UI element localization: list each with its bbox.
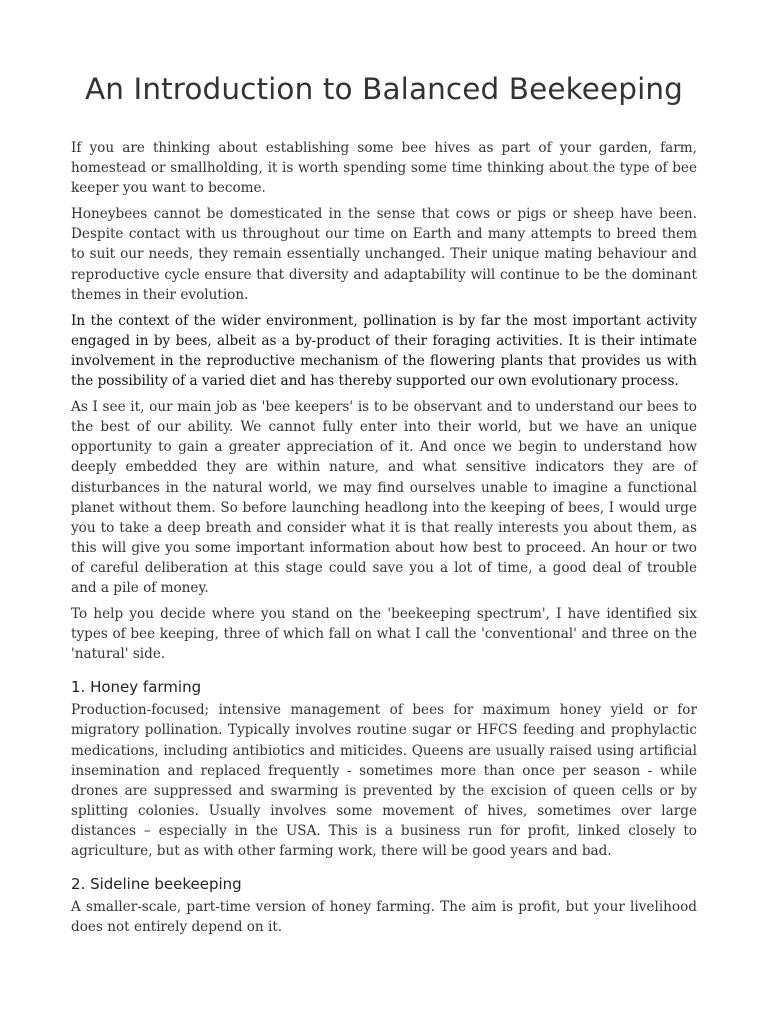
section-text-sideline-beekeeping: A smaller-scale, part-time version of honey farming. The aim is profit, but your livelihood does not entirely depend on it. xyxy=(71,899,697,936)
intro-paragraph-5: To help you decide where you stand on the 'beekeeping spectrum', I have identified six types of bee keeping, three of which fall on what I call the 'conventional' and three on the 'natural' side. xyxy=(71,606,697,663)
document-body xyxy=(71,138,697,943)
section-heading-sideline-beekeeping: 2. Sideline beekeeping xyxy=(71,875,242,894)
intro-paragraph-3: In the context of the wider environment, pollination is by far the most important activity engaged in by bees, albeit as a by-product of their foraging activities. It is their intimate involvement in the reproductive mechanism of the flowering plants that provides us with the possibility of a varied diet and has thereby supported our own evolutionary process. xyxy=(71,312,697,390)
intro-paragraph-1: If you are thinking about establishing some bee hives as part of your garden, farm, homestead or smallholding, it is worth spending some time thinking about the type of bee keeper you want to become. xyxy=(71,140,697,197)
section-heading-honey-farming: 1. Honey farming xyxy=(71,678,202,697)
intro-paragraph-2: Honeybees cannot be domesticated in the sense that cows or pigs or sheep have been. Despite contact with us throughout our time on Earth and many attempts to breed them to suit our needs, they remain essentially unchanged. Their unique mating behaviour and reproductive cycle ensure that diversity and adaptability will continue to be the dominant themes in their evolution. xyxy=(71,206,697,303)
section-text-honey-farming: Production-focused; intensive management of bees for maximum honey yield or for migratory pollination. Typically involves routine sugar or HFCS feeding and prophylactic medications, including antibiotics and miticides. Queens are usually raised using artificial insemination and replaced frequently - sometimes more than once per season - while drones are suppressed and swarming is prevented by the excision of queen cells or by splitting colonies. Usually involves some movement of hives, sometimes over large distances – especially in the USA. This is a business run for profit, linked closely to agriculture, but as with other farming work, there will be good years and bad. xyxy=(71,702,697,859)
intro-paragraph-4: As I see it, our main job as 'bee keepers' is to be observant and to understand our bees to the best of our ability. We cannot fully enter into their world, but we have an unique opportunity to gain a greater appreciation of it. And once we begin to understand how deeply embedded they are within nature, and what sensitive indicators they are of disturbances in the natural world, we may find ourselves unable to imagine a functional planet without them. So before launching headlong into the keeping of bees, I would urge you to take a deep breath and consider what it is that really interests you about them, as this will give you some important information about how best to proceed. An hour or two of careful deliberation at this stage could save you a lot of time, a good deal of trouble and a pile of money. xyxy=(71,399,697,596)
page-title: An Introduction to Balanced Beekeeping xyxy=(84,72,684,106)
